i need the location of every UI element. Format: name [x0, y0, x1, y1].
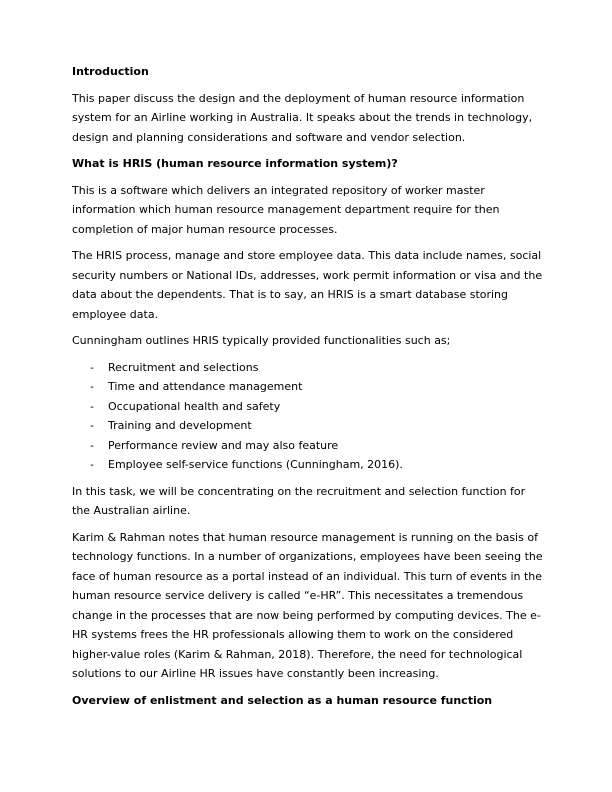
- ehr-paragraph: Karim & Rahman notes that human resource management is running on the basis of technology functions. In a number of organizations, employees have been seeing the face of human resource as a portal instead of an individual. This turn of events in the human resource service delivery is called “e-HR”. This necessitates a tremendous change in the processes that are now being performed by computing devices. The e-HR systems frees the HR professionals allowing them to work on the considered higher-value roles (Karim & Rahman, 2018). Therefore, the need for technological solutions to our Airline HR issues have constantly been increasing.: [72, 530, 543, 680]
- bullet-dash: -: [90, 380, 94, 393]
- document-page: [72, 62, 544, 717]
- hris-heading: What is HRIS (human resource information system)?: [72, 157, 398, 170]
- list-item: [72, 416, 544, 436]
- list-item: [72, 397, 544, 417]
- list-item: [72, 377, 544, 397]
- intro-paragraph: This paper discuss the design and the deployment of human resource information system for an Airline working in Australia. It speaks about the trends in technology, design and planning considerations and software and vendor selection.: [72, 91, 533, 144]
- list-item-text: Time and attendance management: [108, 380, 303, 393]
- list-item: [72, 358, 544, 378]
- list-item-text: Employee self-service functions (Cunningham, 2016).: [108, 458, 403, 471]
- list-item-text: Recruitment and selections: [108, 360, 259, 374]
- list-item: [72, 436, 544, 456]
- intro-heading: Introduction: [72, 65, 149, 78]
- list-item-text: Occupational health and safety: [108, 399, 281, 413]
- bullet-dash: -: [90, 419, 94, 432]
- task-paragraph: In this task, we will be concentrating on the recruitment and selection function for the Australian airline.: [72, 484, 526, 517]
- bullet-dash: -: [90, 458, 94, 471]
- bullet-dash: -: [90, 360, 94, 374]
- functionalities-intro: Cunningham outlines HRIS typically provided functionalities such as;: [72, 334, 451, 347]
- overview-heading: Overview of enlistment and selection as a human resource function: [72, 693, 493, 707]
- hris-paragraph-2: The HRIS process, manage and store employee data. This data include names, social security numbers or National IDs, addresses, work permit information or visa and the data about the dependents. That is to say, an HRIS is a smart database storing employee data.: [72, 249, 543, 321]
- list-item-text: Performance review and may also feature: [108, 438, 339, 452]
- list-item: [72, 455, 544, 475]
- bullet-dash: -: [90, 438, 94, 452]
- bullet-dash: -: [90, 399, 94, 413]
- list-item-text: Training and development: [108, 419, 252, 432]
- functionalities-list: [72, 358, 544, 475]
- hris-paragraph-1: This is a software which delivers an integrated repository of worker master information which human resource management department require for then completion of major human resource processes.: [72, 183, 500, 236]
